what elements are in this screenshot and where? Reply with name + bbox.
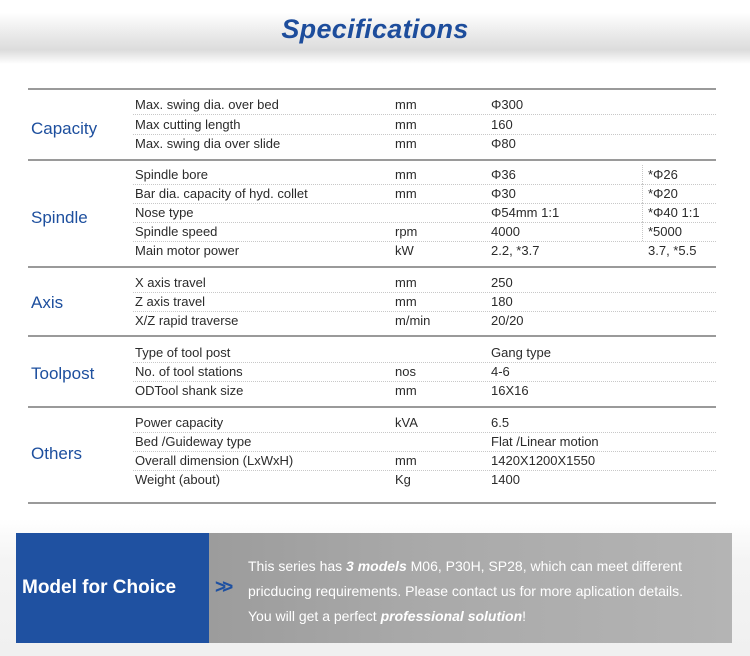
spec-value-alt: *Φ20 (648, 186, 678, 201)
spec-unit: rpm (395, 224, 418, 239)
description-line-2: pricducing requirements. Please contact us for more aplication details. (248, 583, 683, 599)
page-title: Specifications (281, 14, 469, 44)
table-row (133, 165, 716, 185)
table-row (133, 413, 716, 433)
spec-value-alt: *5000 (648, 224, 682, 239)
spec-name: X axis travel (135, 275, 206, 290)
table-row (133, 115, 716, 135)
spec-unit: mm (395, 275, 417, 290)
description-emphasis: 3 models (346, 558, 407, 574)
section-label: Toolpost (31, 364, 95, 383)
spec-value: 160 (491, 117, 513, 132)
table-row (133, 273, 716, 293)
spec-name: X/Z rapid traverse (135, 313, 239, 328)
spec-value: 4-6 (491, 364, 510, 379)
spec-name: Spindle bore (135, 167, 208, 182)
description-line-3 (248, 608, 526, 624)
table-row (133, 343, 716, 363)
spec-unit: mm (395, 453, 417, 468)
model-choice-title: Model for Choice (22, 577, 177, 598)
spec-value: 1420X1200X1550 (491, 453, 596, 468)
spec-name: Overall dimension (LxWxH) (135, 453, 294, 468)
table-row (133, 362, 716, 382)
spec-table (28, 88, 716, 504)
spec-value: 6.5 (491, 415, 510, 430)
section-axis (28, 266, 716, 335)
spec-name: ODTool shank size (135, 383, 244, 398)
spec-unit: m/min (395, 313, 431, 328)
description-text: You will get a perfect (248, 608, 381, 624)
spec-unit: mm (395, 117, 417, 132)
table-row (133, 184, 716, 204)
section-others (28, 406, 716, 504)
section-spindle (28, 159, 716, 266)
spec-value: Gang type (491, 345, 551, 360)
spec-value-alt: *Φ40 1:1 (648, 205, 700, 220)
spec-name: Bar dia. capacity of hyd. collet (135, 186, 308, 201)
description-text: This series has (248, 558, 347, 574)
table-row (133, 203, 716, 223)
table-row (133, 451, 716, 471)
spec-unit: mm (395, 383, 417, 398)
header-banner (0, 0, 750, 64)
spec-value: 180 (491, 294, 513, 309)
spec-value: Flat /Linear motion (491, 434, 599, 449)
spec-value: 2.2, *3.7 (491, 243, 540, 258)
spec-name: Z axis travel (135, 294, 206, 309)
table-row (133, 470, 716, 489)
description-emphasis: professional solution (380, 608, 523, 624)
table-row (133, 241, 716, 260)
spec-unit: mm (395, 186, 417, 201)
spec-value: 16X16 (491, 383, 529, 398)
spec-unit: mm (395, 167, 417, 182)
section-label: Spindle (31, 208, 88, 227)
spec-name: Max. swing dia. over bed (135, 97, 279, 112)
spec-value: Φ300 (491, 97, 524, 112)
section-toolpost (28, 335, 716, 406)
section-label: Axis (31, 293, 64, 312)
spec-value: 4000 (491, 224, 520, 239)
section-label: Others (31, 444, 83, 463)
spec-unit: mm (395, 97, 417, 112)
spec-name: Spindle speed (135, 224, 218, 239)
table-row (133, 134, 716, 153)
spec-name: Nose type (135, 205, 194, 220)
description-text: ! (522, 608, 527, 624)
column-divider (642, 203, 644, 222)
column-divider (642, 184, 644, 203)
spec-value-alt: 3.7, *5.5 (648, 243, 697, 258)
spec-unit: nos (395, 364, 416, 379)
spec-name: Power capacity (135, 415, 224, 430)
spec-name: Max cutting length (135, 117, 241, 132)
spec-unit: kW (395, 243, 414, 258)
spec-unit: mm (395, 294, 417, 309)
spec-name: Max. swing dia over slide (135, 136, 281, 151)
spec-name: Main motor power (135, 243, 240, 258)
spec-value: 250 (491, 275, 513, 290)
description-line-1 (248, 558, 682, 574)
spec-unit: kVA (395, 415, 418, 430)
spec-value: 1400 (491, 472, 520, 487)
column-divider (642, 222, 644, 241)
model-choice-box (16, 533, 209, 643)
spec-name: Weight (about) (135, 472, 221, 487)
spec-value: 20/20 (491, 313, 524, 328)
spec-value: Φ54mm 1:1 (491, 205, 560, 220)
table-row (133, 432, 716, 452)
spec-unit: mm (395, 136, 417, 151)
double-chevron-right-icon: >> (215, 577, 230, 598)
description-text: M06, P30H, SP28, which can meet different (406, 558, 682, 574)
spec-name: Type of tool post (135, 345, 231, 360)
section-capacity (28, 88, 716, 159)
spec-unit: Kg (395, 472, 411, 487)
model-description-box (209, 533, 732, 643)
section-label: Capacity (31, 119, 98, 138)
spec-name: No. of tool stations (135, 364, 243, 379)
table-row (133, 292, 716, 312)
spec-value-alt: *Φ26 (648, 167, 678, 182)
table-row (133, 311, 716, 330)
table-row (133, 95, 716, 115)
spec-value: Φ30 (491, 186, 516, 201)
spec-value: Φ80 (491, 136, 516, 151)
table-row (133, 381, 716, 400)
spec-value: Φ36 (491, 167, 516, 182)
spec-name: Bed /Guideway type (135, 434, 252, 449)
table-row (133, 222, 716, 242)
column-divider (642, 165, 644, 184)
